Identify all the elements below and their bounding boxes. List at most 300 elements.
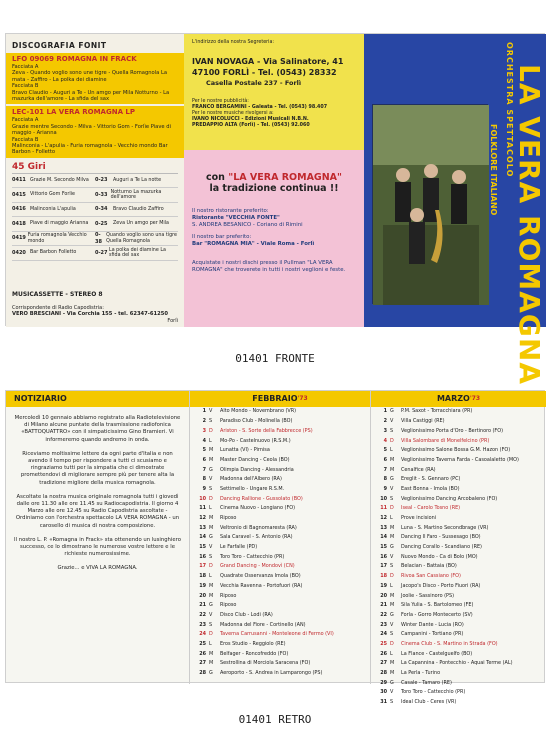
day-number: 8 — [383, 476, 387, 483]
event: Belacian - Battaia (BO) — [401, 563, 457, 570]
back-card — [5, 390, 545, 706]
day-number: 25 — [380, 640, 387, 647]
calendar-row — [371, 688, 546, 698]
pullman-info: Acquistate i nostri dischi presso il Pullman "LA VERA ROMAGNA" che troverete in tutti i nostri veglioni e feste. — [192, 260, 346, 273]
single-item — [12, 177, 95, 184]
single-title: Bravo Claudio Zaffiro — [113, 206, 164, 212]
day-number: 5 — [202, 447, 206, 454]
weekday: L — [390, 582, 393, 589]
day-number: 1 — [202, 408, 206, 415]
event: Dancing Il Faro - Sussesago (BO) — [401, 534, 481, 541]
weekday: V — [209, 476, 213, 483]
day-number: 22 — [380, 611, 387, 618]
calendar-row — [190, 407, 370, 417]
calendar-row — [371, 601, 546, 611]
single-number: 0-34 — [95, 206, 108, 213]
info-panel — [184, 34, 364, 327]
event: Villa Castiggi (RE) — [401, 418, 445, 425]
event: Veltronio di Bagnomaresta (RA) — [220, 524, 297, 531]
calendar-row — [371, 543, 546, 553]
weekday: M — [390, 592, 395, 599]
calendar-row — [371, 591, 546, 601]
single-number: 0-27 — [95, 249, 108, 256]
day-number: 4 — [202, 437, 206, 444]
weekday: V — [390, 485, 394, 492]
lp-romagna-in-frack: LFO 09069 ROMAGNA IN FRACK Facciata A Zeva - Quando voglio sono une tigre - Quella Romagnola La mata - Zaffiro - La polka dei diamine Facciata B Bravo Claudio - Auguri a Te - Un amgo per Mila Notturno - La mazurka dell'amore - La sfida del sax — [6, 53, 184, 104]
weekday: G — [209, 670, 213, 676]
weekday: M — [390, 524, 395, 531]
weekday: L — [209, 640, 212, 647]
day-number: 14 — [380, 534, 387, 541]
single-item — [12, 192, 95, 199]
single-item — [95, 232, 178, 246]
day-number: 2 — [202, 418, 206, 425]
calendar-row — [190, 494, 370, 504]
single-number: 0411 — [12, 177, 26, 184]
calendar-row — [190, 610, 370, 620]
calendar-row — [190, 630, 370, 640]
day-number: 1 — [383, 408, 387, 415]
back-caption: 01401 RETRO — [238, 713, 312, 726]
weekday: M — [209, 660, 214, 667]
weekday: S — [209, 553, 213, 560]
event: Quadrate Osservanza Imola (BO) — [220, 573, 301, 580]
calendar-row — [190, 601, 370, 611]
single-number: 0-23 — [95, 177, 108, 184]
event: Toro Toro - Cattecchio (PR) — [401, 689, 466, 696]
event: Toro Toro - Cattecchio (PR) — [220, 553, 285, 560]
calendar-row — [371, 620, 546, 630]
single-title: Piave di maggio Arianna — [30, 221, 89, 227]
event: Cinema Nuovo - Longiano (FO) — [220, 505, 296, 512]
single-item — [95, 248, 178, 259]
day-number: 20 — [380, 592, 387, 599]
calendar-row — [190, 504, 370, 514]
weekday: S — [390, 631, 394, 638]
day-number: 19 — [199, 582, 206, 589]
band-top-label: ORCHESTRA SPETTACOLO — [505, 42, 514, 178]
event: Cinema Club - S. Martino in Strada (FO) — [401, 640, 498, 647]
weekday: M — [209, 515, 214, 521]
weekday: L — [390, 650, 393, 657]
day-number: 15 — [380, 544, 387, 551]
notiziario-title: NOTIZIARIO — [14, 393, 67, 403]
weekday: S — [209, 485, 213, 492]
event: Nuovo Mondo - Ca di Bolo (MO) — [401, 553, 478, 560]
weekday: D — [390, 573, 394, 580]
event: La Flance - Castelguelfo (BO) — [401, 650, 473, 657]
day-number: 6 — [383, 456, 387, 463]
event: East Bonna - Imola (BO) — [401, 485, 460, 492]
single-item — [95, 206, 178, 213]
weekday: V — [209, 408, 213, 415]
event: La Perla - Turino — [401, 670, 441, 676]
calendar-february: FEBBRAIO '73 1 V Alto Mondo - Novembrano (VR) 2 S Paradiso Club - Molinella (BO) 3 D Ariston - S. Sorte della Fabbrecce (PS) 4 L Mo-Po - Castelnuovo (R.S.M.) 5 M Lunatta (VI) - Pirnisa 6 M Master Dancing - Ceola (BO) 7 G Olimpia Dancing - Alessandria 8 V Madonna dell'Albero (RA) 9 S Settimello - Ungare R.S.M. 10 D Dancing Rallione - Gussolato (BO) 11 L Cinema Nuovo - Longiano (FO) 12 M Riposo 13 M Veltronio di Bagnomaresta (RA) 14 G Sala Caravel - S. Antonio (RA) 15 V Le Farfalle (PD) 16 S Toro Toro - Cattecchio (PR) 17 D Grand Dancing - Mondovì (CN) 18 L Quadrate Osservanza Imola (BO) 19 M Vecchia Ravenna - Portofuori (RA) 20 M Riposo 21 G Riposo 22 V Disco Club - Lodi (RA) 23 S Madonna del Fiore - Cortinello (AN) 24 D Taverna Carrusanni - Monteleone di Fermo (VI) 25 L Eros Studio - Reggiolo (RE) 26 M Belfager - Roncofreddo (FO) 27 M Sestrollina di Morciola Saracena (FO) 28 G Aeroporto - S. Andrea in Lamparongo (PS) — [189, 391, 370, 684]
calendar-row — [190, 552, 370, 562]
weekday: G — [209, 534, 213, 541]
day-number: 22 — [199, 611, 206, 618]
event: Le Farfalle (PD) — [220, 544, 258, 551]
calendar-row — [371, 562, 546, 572]
single-title: Furia romagnola Vecchio mondo — [27, 233, 87, 244]
calendar-row — [371, 417, 546, 427]
day-number: 27 — [199, 660, 206, 667]
day-number: 26 — [199, 650, 206, 657]
weekday: V — [390, 621, 394, 628]
calendar-row — [190, 475, 370, 485]
weekday: D — [209, 631, 213, 638]
calendar-row — [190, 581, 370, 591]
band-photo — [372, 104, 488, 304]
calendar-row — [371, 610, 546, 620]
singles-list — [12, 173, 178, 261]
calendar-row — [190, 533, 370, 543]
event: Sala Caravel - S. Antonio (RA) — [220, 534, 293, 541]
event: Cenalfice (RA) — [401, 466, 436, 473]
discography-title: DISCOGRAFIA FONIT — [12, 41, 107, 50]
event: Forla - Gorro Montecerto (SV) — [401, 611, 473, 618]
weekday: S — [390, 563, 394, 570]
event: Casale - Tamaro (RE) — [401, 679, 452, 686]
notiziario-panel — [6, 391, 189, 684]
calendar-row — [371, 659, 546, 669]
day-number: 3 — [202, 427, 206, 434]
weekday: M — [390, 534, 395, 541]
weekday: S — [390, 699, 394, 706]
february-title: FEBBRAIO — [252, 393, 298, 403]
single-number: 0-25 — [95, 220, 108, 227]
event: Dancing Rallione - Gussolato (BO) — [220, 495, 303, 502]
calendar-row — [190, 620, 370, 630]
day-number: 30 — [380, 689, 387, 696]
single-title: Malinconia L'apulia — [30, 206, 76, 212]
day-number: 21 — [199, 602, 206, 609]
single-item — [12, 233, 95, 244]
day-number: 11 — [380, 505, 387, 512]
singles-title: 45 Giri — [12, 161, 46, 172]
day-number: 6 — [202, 456, 206, 463]
calendar-row — [371, 407, 546, 417]
calendar-row — [371, 630, 546, 640]
calendar-row — [371, 698, 546, 708]
calendar-row — [190, 465, 370, 475]
weekday: G — [390, 476, 394, 483]
event: Veglionissimo Porta d'Oro - Bertinoro (FO) — [401, 427, 503, 434]
day-number: 7 — [383, 466, 387, 473]
single-row — [12, 174, 178, 189]
event: Madonna del Fiore - Cortinello (AN) — [220, 621, 306, 628]
single-number: 0-38 — [95, 231, 102, 245]
day-number: 16 — [199, 553, 206, 560]
event: Settimello - Ungare R.S.M. — [220, 485, 285, 492]
calendar-row — [371, 494, 546, 504]
day-number: 9 — [383, 485, 387, 492]
event: Riposo — [220, 592, 237, 599]
event: Eros Studio - Reggiolo (RE) — [220, 640, 286, 647]
event: Grand Dancing - Mondovì (CN) — [220, 563, 295, 570]
calendar-row — [371, 581, 546, 591]
event: Belfager - Roncofreddo (FO) — [220, 650, 289, 657]
calendar-row — [371, 523, 546, 533]
single-number: 0416 — [12, 206, 26, 213]
day-number: 11 — [199, 505, 206, 512]
day-number: 5 — [383, 447, 387, 454]
event: Paradiso Club - Molinella (BO) — [220, 418, 293, 425]
event: Lunatta (VI) - Pirnisa — [220, 447, 270, 454]
weekday: V — [390, 418, 394, 425]
event: Vecchia Ravenna - Portofuori (RA) — [220, 582, 303, 589]
weekday: V — [209, 544, 213, 551]
event: Sila Yulia - S. Bartolomeo (FE) — [401, 602, 474, 609]
lp-la-vera-romagna: LEC-101 LA VERA ROMAGNA LP Facciata A Grazie mentre Secondo - Milva - Vittorio Gom - Forlìe Piave di maggio - Arianna Facciata B Malinconia - L'apulia - Furia romagnola - Vecchio mondo Bar Barbon - Folletto — [6, 106, 184, 157]
weekday: V — [390, 553, 394, 560]
weekday: M — [390, 660, 395, 667]
event: Ereglit - S. Gennaro (PC) — [401, 476, 461, 483]
event: P.M. Saxot - Torracchiara (PR) — [401, 408, 473, 415]
event: Villa Salombare di Monelfelcino (PR) — [401, 437, 490, 444]
weekday: G — [390, 611, 394, 618]
event: Jacopo's Disco - Porto Fiuori (RA) — [401, 582, 481, 589]
day-number: 24 — [380, 631, 387, 638]
february-list — [190, 407, 370, 678]
address-block: L'indirizzo della nostra Segreteria: IVAN NOVAGA - Via Salinatore, 41 47100 FORLÌ - Tel. (0543) 28332 Casella Postale 237 - Forlì Per le nostre pubblicità: FRANCO BERGAMINI - Galeata - Tel. (0543) 98.407 Per le nostre musiche rivolgersi a: IVANO NICOLUCCI - Edizioni Musicali N.B.N. PREDAPPIO ALTA (Forlì) - Tel. (0543) 92.060 — [184, 34, 364, 150]
calendar-row — [371, 533, 546, 543]
day-number: 15 — [199, 544, 206, 551]
event: Riposo — [220, 602, 237, 609]
single-row — [12, 203, 178, 218]
day-number: 24 — [199, 631, 206, 638]
event: Alto Mondo - Novembrano (VR) — [220, 408, 297, 415]
day-number: 27 — [380, 660, 387, 667]
calendar-row — [190, 669, 370, 679]
day-number: 26 — [380, 650, 387, 657]
weekday: D — [390, 640, 394, 647]
event: Ideal Club - Ceres (VR) — [401, 699, 457, 706]
event: Iseal - Carolo Tosno (RE) — [401, 505, 461, 512]
calendar-row — [190, 562, 370, 572]
calendar-row — [371, 485, 546, 495]
weekday: S — [390, 427, 394, 434]
calendar-row — [190, 426, 370, 436]
single-number: 0420 — [12, 249, 26, 256]
weekday: L — [390, 515, 393, 521]
single-title: Notturno La mazurka dell'amore — [110, 189, 162, 201]
single-title: Bar Barbon Folletto — [30, 250, 77, 256]
event: Rivoa San Cassiano (FO) — [401, 573, 461, 580]
weekday: V — [390, 689, 394, 696]
weekday: S — [390, 495, 394, 502]
calendar-row — [190, 485, 370, 495]
front-caption: 01401 FRONTE — [235, 352, 315, 365]
slogan-block — [184, 150, 364, 327]
single-item — [12, 250, 95, 257]
calendar-march: MARZO '73 1 G P.M. Saxot - Torracchiara (PR) 2 V Villa Castiggi (RE) 3 S Veglionissimo Porta d'Oro - Bertinoro (FO) 4 D Villa Salombare di Monelfelcino (PR) 5 L Veglionissimo Salone Bossa G.M. Hazon (FO) 6 M Veglionissimo Taverna Farda - Casoalaletto (MO) 7 M Cenalfice (RA) 8 G Ereglit - S. Gennaro (PC) 9 V East Bonna - Imola (BO) 10 S Veglionissimo Dancing Arcobaleno (FO) 11 D Iseal - Carolo Tosno (RE) 12 L Prove incisioni 13 M Luna - S. Martino Secondbrage (VR) 14 M Dancing Il Faro - Sussesago (BO) 15 G Dancing Corallo - Scandiano (RE) 16 V Nuovo Mondo - Ca di Bolo (MO) 17 S Belacian - Battaia (BO) 18 D Rivoa San Cassiano (FO) 19 L Jacopo's Disco - Porto Fiuori (RA) 20 M Joolie - Sassinoro (PS) 21 M Sila Yulia - S. Bartolomeo (FE) 22 G Forla - Gorro Montecerto (SV) 23 V Winter Dante - Lucia (RO) 24 S Campanini - Tortiano (PR) 25 D Cinema Club - S. Martino in Strada (FO) 26 L La Flance - Castelguelfo (BO) 27 M La Capannina - Pontecchio - Aquai Terme (AL) 28 M La Perla - Turino 29 G Casale - Tamaro (RE) 30 V Toro Toro - Cattecchio (PR) 31 S Ideal Club - Ceres (VR) — [370, 391, 546, 684]
single-item — [95, 221, 178, 228]
day-number: 20 — [199, 592, 206, 599]
event: Prove incisioni — [401, 515, 437, 521]
event: Sestrollina di Morciola Saracena (FO) — [220, 660, 311, 667]
weekday: M — [209, 582, 214, 589]
calendar-row — [371, 475, 546, 485]
calendar-row — [190, 514, 370, 524]
event: Disco Club - Lodi (RA) — [220, 611, 273, 618]
weekday: L — [209, 437, 212, 444]
weekday: D — [209, 495, 213, 502]
weekday: M — [390, 670, 395, 676]
event: Joolie - Sassinoro (PS) — [401, 592, 454, 599]
calendar-row — [371, 465, 546, 475]
single-item — [12, 206, 95, 213]
day-number: 13 — [199, 524, 206, 531]
event: Riposo — [220, 515, 237, 521]
cover-panel — [364, 34, 546, 386]
musicassette-block: MUSICASSETTE - STEREO 8 Corrispondente di Radio Capodistria: VERO BRESCIANI - Via Corchia 155 - tel. 62347-61250 Forlì — [12, 291, 178, 324]
calendar-row — [190, 591, 370, 601]
day-number: 17 — [380, 563, 387, 570]
calendar-row — [371, 455, 546, 465]
single-row — [12, 217, 178, 232]
calendar-row — [190, 649, 370, 659]
single-title: Grazie M. Secondo Milva — [30, 177, 89, 183]
calendar-row — [371, 436, 546, 446]
day-number: 12 — [199, 515, 206, 521]
weekday: D — [209, 563, 213, 570]
single-title: Zeva Un amgo per Mila — [113, 221, 169, 227]
weekday: D — [209, 427, 213, 434]
calendar-row — [371, 446, 546, 456]
weekday: S — [209, 418, 213, 425]
day-number: 9 — [202, 485, 206, 492]
event: Winter Dante - Lucia (RO) — [401, 621, 464, 628]
weekday: G — [209, 602, 213, 609]
weekday: V — [209, 611, 213, 618]
event: Dancing Corallo - Scandiano (RE) — [401, 544, 482, 551]
calendar-row — [371, 678, 546, 688]
single-number: 0419 — [12, 235, 26, 242]
discography-panel — [6, 34, 184, 327]
event: Madonna dell'Albero (RA) — [220, 476, 282, 483]
single-title: Auguri a Te La notte — [113, 177, 162, 183]
day-number: 25 — [199, 640, 206, 647]
folklore-label: FOLKLORE ITALIANO — [489, 124, 498, 216]
single-row — [12, 188, 178, 203]
march-list — [371, 407, 546, 707]
restaurant-info: Il nostro ristorante preferito: Ristorante "VECCHIA FONTE" S. ANDREA BESANICO - Coriano di Rimini Il nostro bar preferito: Bar "ROMAGNA MIA" - Viale Roma - Forlì — [192, 208, 315, 247]
single-item — [95, 177, 178, 184]
weekday: M — [209, 524, 214, 531]
day-number: 23 — [199, 621, 206, 628]
day-number: 29 — [380, 679, 387, 686]
weekday: M — [209, 592, 214, 599]
weekday: M — [209, 650, 214, 657]
single-number: 0-33 — [95, 191, 108, 198]
single-number: 0415 — [12, 191, 26, 198]
weekday: L — [390, 447, 393, 454]
march-title: MARZO — [436, 393, 470, 403]
weekday: D — [390, 505, 394, 512]
day-number: 16 — [380, 553, 387, 560]
day-number: 3 — [383, 427, 387, 434]
day-number: 13 — [380, 524, 387, 531]
day-number: 28 — [199, 670, 206, 676]
event: Veglionissimo Dancing Arcobaleno (FO) — [401, 495, 498, 502]
calendar-row — [190, 455, 370, 465]
calendar-row — [371, 514, 546, 524]
event: Master Dancing - Ceola (BO) — [220, 456, 290, 463]
weekday: L — [209, 505, 212, 512]
weekday: M — [390, 456, 395, 463]
calendar-row — [371, 504, 546, 514]
event: Aeroporto - S. Andrea in Lamparongo (PS) — [220, 670, 323, 676]
single-item — [95, 190, 178, 201]
weekday: D — [390, 437, 394, 444]
single-title: La polka dei diamine La sfida del sax — [109, 247, 166, 259]
day-number: 14 — [199, 534, 206, 541]
calendar-row — [190, 543, 370, 553]
calendar-row — [371, 640, 546, 650]
weekday: M — [209, 456, 214, 463]
day-number: 10 — [380, 495, 387, 502]
day-number: 23 — [380, 621, 387, 628]
single-row — [12, 232, 178, 247]
weekday: M — [390, 602, 395, 609]
band-name: LA VERA ROMAGNA — [513, 64, 546, 386]
calendar-row — [190, 659, 370, 669]
weekday: M — [209, 447, 214, 454]
day-number: 19 — [380, 582, 387, 589]
event: Olimpia Dancing - Alessandria — [220, 466, 294, 473]
weekday: M — [390, 466, 395, 473]
day-number: 8 — [202, 476, 206, 483]
single-row — [12, 246, 178, 261]
event: Campanini - Tortiano (PR) — [401, 631, 464, 638]
day-number: 31 — [380, 699, 387, 706]
single-number: 0418 — [12, 220, 26, 227]
day-number: 28 — [380, 670, 387, 676]
day-number: 10 — [199, 495, 206, 502]
band-photo-image — [373, 105, 489, 305]
weekday: G — [390, 679, 394, 686]
calendar-row — [190, 572, 370, 582]
day-number: 12 — [380, 515, 387, 521]
event: Veglionissimo Taverna Farda - Casoalaletto (MO) — [401, 456, 519, 463]
weekday: G — [390, 408, 394, 415]
calendar-row — [190, 417, 370, 427]
calendar-row — [371, 649, 546, 659]
event: Ariston - S. Sorte della Fabbrecce (PS) — [220, 427, 313, 434]
calendar-row — [190, 640, 370, 650]
calendar-row — [190, 523, 370, 533]
day-number: 4 — [383, 437, 387, 444]
single-item — [12, 221, 95, 228]
calendar-row — [371, 572, 546, 582]
day-number: 2 — [383, 418, 387, 425]
weekday: G — [390, 544, 394, 551]
event: Taverna Carrusanni - Monteleone di Fermo (VI) — [220, 631, 334, 638]
event: La Capannina - Pontecchio - Aquai Terme (AL) — [401, 660, 513, 667]
single-title: Vittorio Gom Forlie — [30, 192, 75, 198]
calendar-row — [371, 552, 546, 562]
notiziario-body: Mercoledì 10 gennaio abbiamo registrato alla Radiotelevisione di Milano alcune puntate della trasmissione radiofonica «BATTOQUATTRO» con il simpaticissimo Gino Bramieri. Vi informeremo quando andremo in onda. Riceviamo moltissime lettere da ogni parte d'Italia e non avendo il tempo per rispondere a tutti ci scusiamo e ringraziamo tutti per la simpatia che ci dimostrate promettendovi di migliorare sempre più per tenere alta la tradizione migliore della musica romagnola. Ascoltate la nostra musica originale romagnola tutti i giovedì dalle ore 11.30 alle ore 11.45 su Radiocapodistria. Il giorno 4 Marzo alle ore 12.45 su Radio Capodistria ascoltate - Ordiniamo con l'orchestra spettacolo LA VERA ROMAGNA - un carosello di musica di nostra composizione. Il nostro L. P. «Romagna in Frack» sta ottenendo un lusinghiero successo, ce lo dimostrano le numerose vostre lettere e le richieste numerosissime. Grazie... e VIVA LA ROMAGNA. — [14, 415, 181, 572]
calendar-row — [371, 669, 546, 679]
weekday: L — [209, 573, 212, 580]
single-title: Quando voglio sono una tigre Quella Romagnola — [106, 233, 177, 244]
event: Mo-Po - Castelnuovo (R.S.M.) — [220, 437, 291, 444]
day-number: 21 — [380, 602, 387, 609]
calendar-row — [190, 436, 370, 446]
day-number: 18 — [199, 573, 206, 580]
weekday: S — [209, 621, 213, 628]
